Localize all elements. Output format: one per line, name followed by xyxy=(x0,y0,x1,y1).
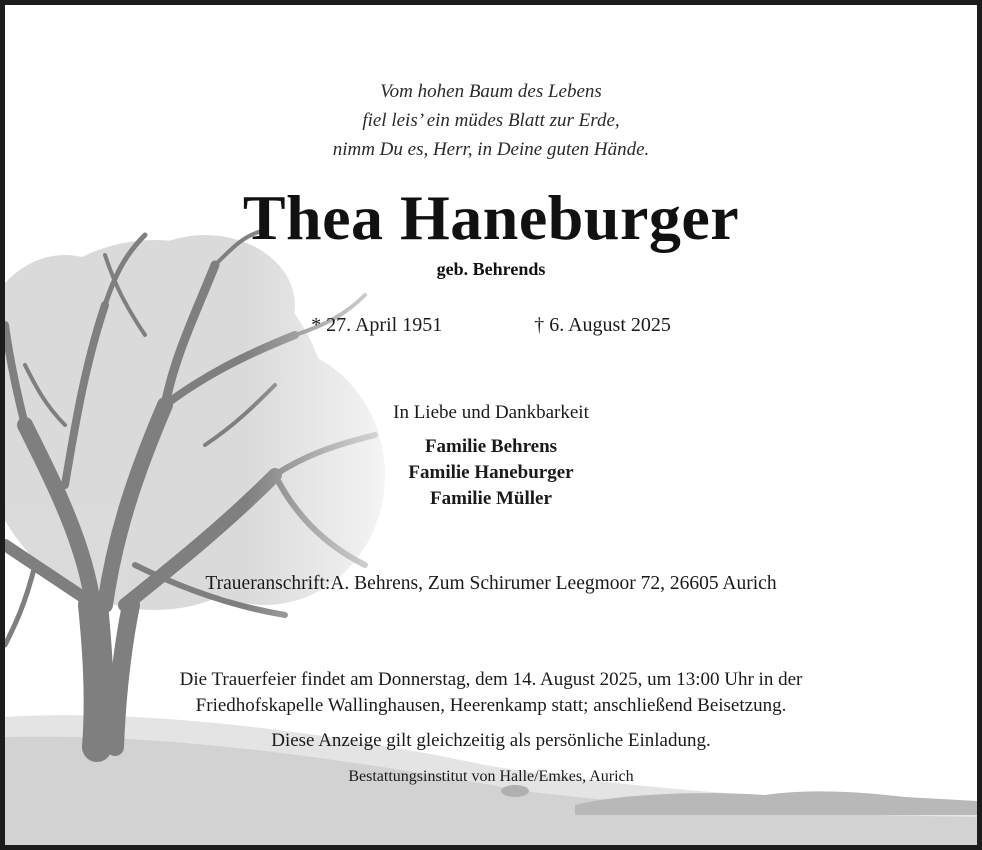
family-name: Familie Müller xyxy=(430,488,552,509)
verse-line: nimm Du es, Herr, in Deine guten Hände. xyxy=(332,139,650,160)
funeral-home: Bestattungsinstitut von Halle/Emkes, Aurich xyxy=(348,768,634,785)
ceremony-line: Friedhofskapelle Wallinghausen, Heerenkamp statt; anschließend Beisetzung. xyxy=(195,695,787,716)
ceremony-details xyxy=(5,667,977,719)
memorial-verse xyxy=(5,77,977,164)
mourners-intro: In Liebe und Dankbarkeit xyxy=(393,402,589,423)
invitation-note: Diese Anzeige gilt gleichzeitig als persönliche Einladung. xyxy=(271,730,711,751)
ceremony-line: Die Trauerfeier findet am Donnerstag, dem 14. August 2025, um 13:00 Uhr in der xyxy=(179,669,803,690)
mourner-families xyxy=(5,434,977,512)
maiden-name: geb. Behrends xyxy=(436,259,546,279)
deceased-name: Thea Haneburger xyxy=(242,182,740,253)
family-name: Familie Haneburger xyxy=(408,462,574,483)
death-date: † 6. August 2025 xyxy=(534,314,671,336)
mourning-address: Traueranschrift:A. Behrens, Zum Schirumer Leegmoor 72, 26605 Aurich xyxy=(205,573,777,594)
verse-line: fiel leis’ ein müdes Blatt zur Erde, xyxy=(362,110,620,131)
birth-date: * 27. April 1951 xyxy=(311,314,443,336)
notice-content xyxy=(5,5,977,845)
verse-line: Vom hohen Baum des Lebens xyxy=(380,81,602,102)
family-name: Familie Behrens xyxy=(424,436,558,457)
life-dates xyxy=(5,311,977,339)
